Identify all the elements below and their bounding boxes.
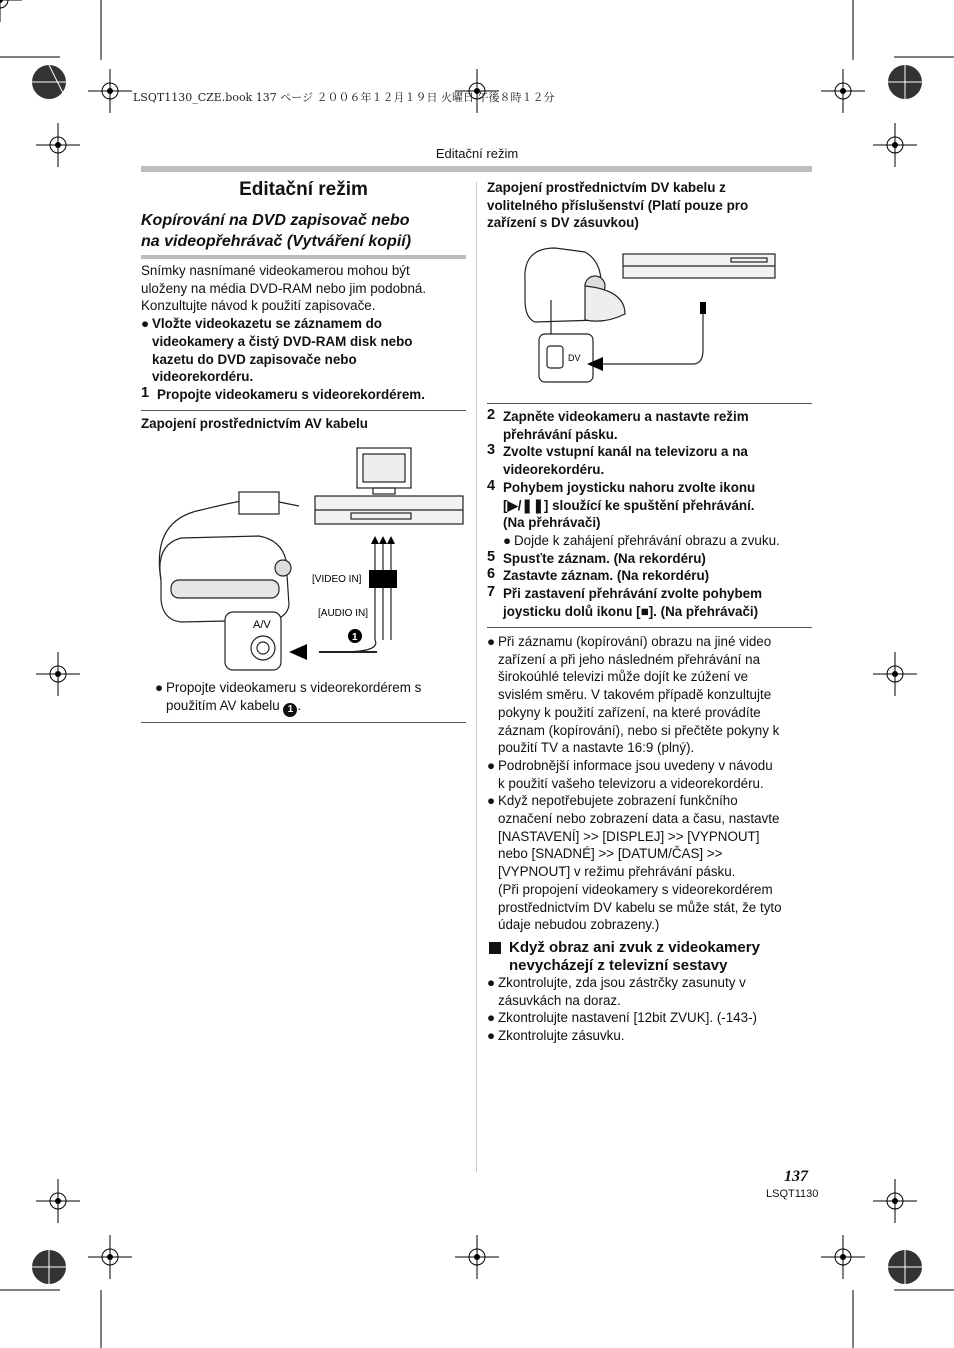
document-code: LSQT1130 [766,1188,819,1200]
arrow-icon [289,644,307,660]
intro-bullet: ● Vložte videokazetu se záznamem do videokamery a čistý DVD-RAM disk nebo kazetu do DVD zapisovače nebo videorekordéru. [141,316,413,385]
step-4: 4 Pohybem joysticku nahoru zvolte ikonu [▶/❚❚] sloužící ke spuštění přehrávání. (Na přehrávači) [487,477,756,531]
step-1: 1 Propojte videokameru s videorekordérem. [141,384,425,402]
svg-text:1: 1 [352,632,358,643]
note-item: ● Když nepotřebujete zobrazení funkčního označení nebo zobrazení data a času, nastavte [NASTAVENÍ] >> [DISPLEJ] >> [VYPNOUT] nebo [SNADNÉ] >> [DATUM/ČAS] >> [VYPNOUT] v režimu přehrávání pásku. (Při propojení videokamery s videorekordérem prostřednictvím DV kabelu se může stát, že tyto údaje nebudou zobrazeny.) [487,793,782,933]
trouble-heading: Když obraz ani zvuk z videokamery nevycházejí z televizní sestavy [487,939,812,975]
print-header: LSQT1130_CZE.book 137 ページ ２００６年１２月１９日 火曜日 午後８時１２分 [133,91,555,104]
step-3: 3 Zvolte vstupní kanál na televizoru a na videorekordéru. [487,442,748,478]
intro-text: Snímky nasnímané videokamerou mohou být uloženy na média DVD-RAM nebo jim podobná. Konzultujte návod k použití zapisovače. ● Vložte videokazetu se záznamem do videokamery a čistý DVD-RAM disk nebo kazetu do DVD zapisovače nebo videorekordéru. 1 Propojte videokameru s videorekordérem. [141,262,471,404]
svg-text:[AUDIO IN]: [AUDIO IN] [318,608,369,619]
step-4-note: ● Dojde k zahájení přehrávání obrazu a zvuku. [503,532,780,548]
step-7: 7 Při zastavení přehrávání zvolte pohybem joysticku dolů ikonu [■]. (Na přehrávači) [487,584,762,619]
dv-heading: Zapojení prostřednictvím DV kabelu z volitelného příslušenství (Platí pouze pro zařízení s DV zásuvkou) [487,180,749,231]
av-heading: Zapojení prostřednictvím AV kabelu [141,416,368,431]
steps-list [487,408,812,620]
step-2: 2 Zapněte videokameru a nastavte režim přehrávání pásku. [487,407,749,442]
running-head: Editační režim [435,146,519,161]
page-number: 137 [784,1168,808,1185]
subtitle-rule [141,255,466,259]
dv-connection-diagram [515,240,785,390]
trouble-list: ● Zkontrolujte, zda jsou zástrčky zasunuty v zásuvkách na doraz. ● Zkontrolujte nastavení [12bit ZVUK]. (-143-) ● Zkontrolujte zásuvku. [487,975,757,1044]
svg-text:A/V: A/V [253,619,271,631]
square-icon [489,942,501,954]
rule [141,410,466,411]
page-title: Editační režim [239,179,368,200]
step-5: 5 Spusťte záznam. (Na rekordéru) [487,548,706,566]
av-note: ● Propojte videokameru s videorekordérem s použitím AV kabelu 1 . [155,680,422,715]
svg-text:[VIDEO IN]: [VIDEO IN] [312,574,362,585]
header-bar [141,166,812,172]
number-1-icon: 1 [283,703,297,717]
rule [487,627,812,628]
svg-text:DV: DV [568,353,581,363]
section-subtitle: Kopírování na DVD zapisovač nebo na videopřehrávač (Vytváření kopií) [141,212,412,250]
av-connection-diagram [141,440,471,675]
notes-list [487,633,812,934]
rule [487,403,812,404]
note-item: ● Při záznamu (kopírování) obrazu na jiné video zařízení a při jeho následném přehrávání na širokoúhlé televizi může dojít ke zúžení ve svislém směru. V takovém případě konzultujte pokyny k použití zařízení, na které provádíte záznam (kopírování), nebo si přečtěte pokyny k použití TV a nastavte 16:9 (plný). [487,634,780,756]
step-6: 6 Zastavte záznam. (Na rekordéru) [487,566,710,584]
column-divider [476,182,477,1172]
rule [141,722,466,723]
note-item: ● Podrobnější informace jsou uvedeny v návodu k použití vašeho televizoru a videorekordéru. [487,757,773,791]
